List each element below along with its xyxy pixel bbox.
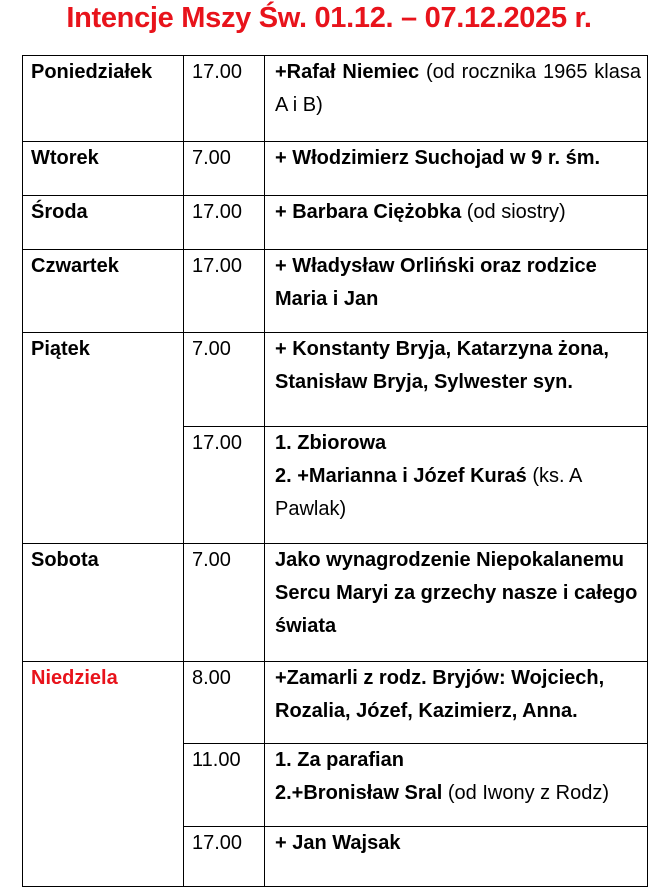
page-title: Intencje Mszy Św. 01.12. – 07.12.2025 r. [66,2,592,34]
intention-bold: + Barbara Ciężobka [275,201,462,223]
time-cell: 7.00 [184,142,265,196]
intention-line: 1. Zbiorowa [275,432,387,454]
intention-bold: + Konstanty Bryja, Katarzyna żona, Stanisław Bryja, Sylwester syn. [275,338,609,393]
intention-cell [265,56,648,142]
table-row [23,196,648,250]
mass-intentions-table [22,55,648,887]
time-cell: 17.00 [184,56,265,142]
intention-note: (od Iwony z Rodz) [442,782,610,804]
table-row [23,544,648,662]
table-row [23,56,648,142]
intention-cell [265,827,648,887]
day-cell: Czwartek [23,250,184,333]
time-cell: 7.00 [184,333,265,427]
table-row [23,250,648,333]
table-row [23,142,648,196]
day-cell: Piątek [23,333,184,544]
intention-bold: +Rafał Niemiec [275,61,420,83]
intention-cell [265,333,648,427]
intention-line: 1. Za parafian [275,749,404,771]
day-cell: Poniedziałek [23,56,184,142]
intention-bold: + Jan Wajsak [275,832,401,854]
intention-bold: + Włodzimierz Suchojad w 9 r. śm. [275,147,601,169]
intention-bold: 2. +Marianna i Józef Kuraś [275,465,527,487]
intention-cell [265,142,648,196]
time-cell: 17.00 [184,196,265,250]
day-cell-sunday: Niedziela [23,662,184,887]
intention-cell [265,427,648,544]
intention-cell [265,662,648,744]
intention-note: (ks. A Pawlak) [275,465,582,520]
intention-cell [265,250,648,333]
table-row [23,333,648,427]
intention-cell [265,544,648,662]
intention-bold: + Władysław Orliński oraz rodzice Maria i Jan [275,255,597,310]
intention-note: (od rocznika 1965 klasa A i B) [275,61,641,116]
time-cell: 8.00 [184,662,265,744]
intention-cell [265,196,648,250]
time-cell: 17.00 [184,827,265,887]
day-cell: Wtorek [23,142,184,196]
intention-bold: 2.+Bronisław Sral [275,782,443,804]
day-cell: Środa [23,196,184,250]
time-cell: 7.00 [184,544,265,662]
intention-bold: +Zamarli z rodz. Bryjów: Wojciech, Rozalia, Józef, Kazimierz, Anna. [275,667,605,722]
intention-bold: Jako wynagrodzenie Niepokalanemu Sercu Maryi za grzechy nasze i całego świata [275,549,638,637]
intention-note: (od siostry) [461,201,566,223]
time-cell: 17.00 [184,250,265,333]
time-cell: 11.00 [184,744,265,827]
intention-cell [265,744,648,827]
day-cell: Sobota [23,544,184,662]
time-cell: 17.00 [184,427,265,544]
table-row [23,662,648,744]
